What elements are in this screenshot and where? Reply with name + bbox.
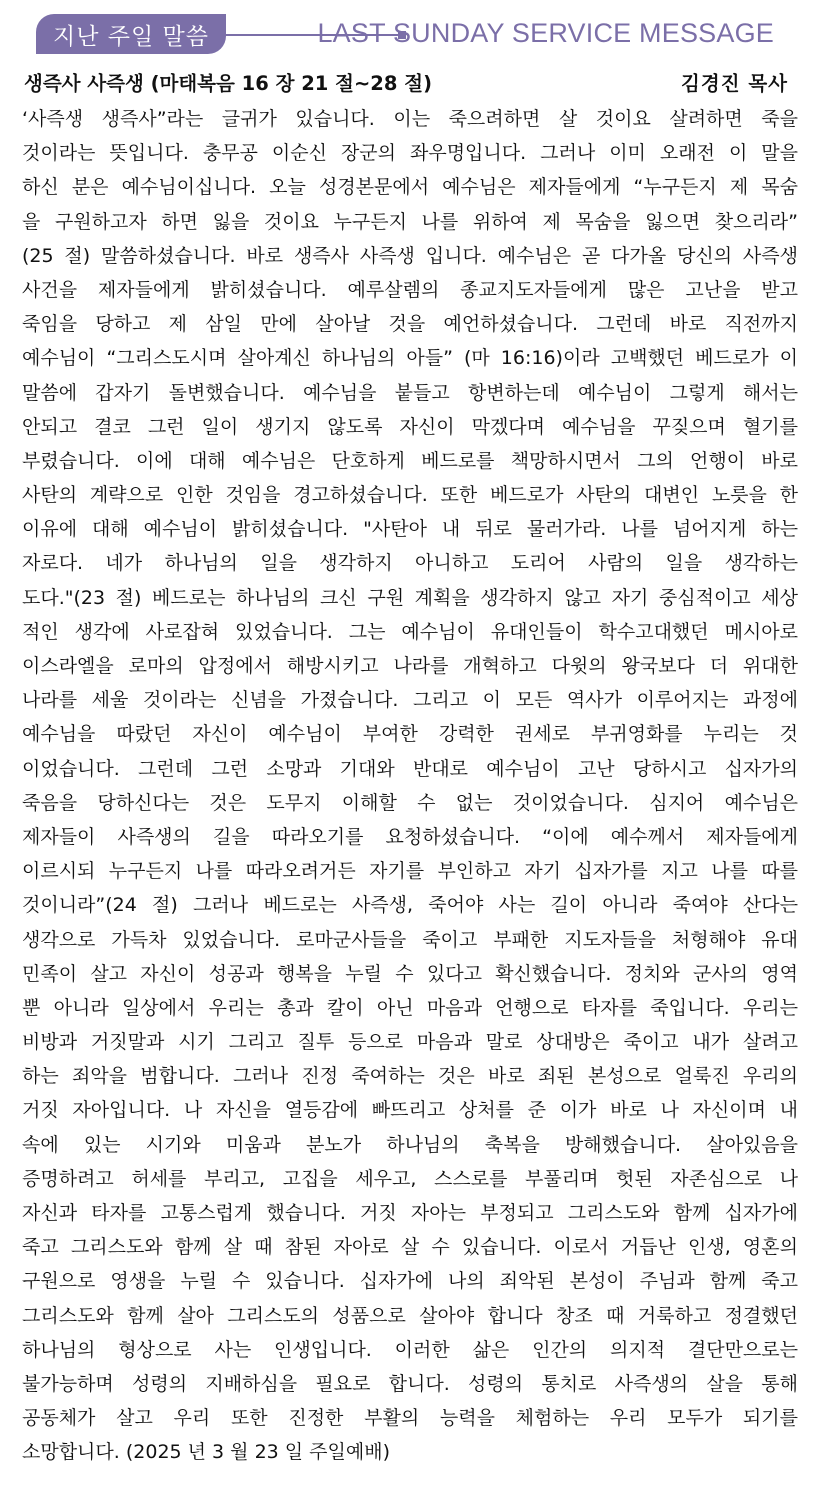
section-title: LAST SUNDAY SERVICE MESSAGE [317,18,774,48]
body-line: 이르시되 누구든지 나를 따라오려거든 자기를 부인하고 자기 십자가를 지고 나를 따를 [22,860,798,883]
body-line: 도다."(23 절) 베드로는 하나님의 크신 구원 계획을 생각하지 않고 자기 중심적이고 세상 [22,586,798,609]
body-line: 것이라는 뜻입니다. 충무공 이순신 장군의 좌우명입니다. 그러나 이미 오래전 이 말을 [22,142,798,165]
body-line: 민족이 살고 자신이 성공과 행복을 누릴 수 있다고 확신했습니다. 정치와 군사의 영역 [22,962,798,985]
body-line: 소망합니다. (2025 년 3 월 23 일 주일예배) [22,1441,391,1464]
body-line: 이스라엘을 로마의 압정에서 해방시키고 나라를 개혁하고 다윗의 왕국보다 더 위대한 [22,655,798,677]
body-line: 을 구원하고자 하면 잃을 것이요 누구든지 나를 위하여 제 목숨을 잃으면 찾으리라” [22,210,798,233]
body-line: 불가능하며 성령의 지배하심을 필요로 합니다. 성령의 통치로 사즉생의 살을 통해 [22,1372,798,1395]
section-header [18,0,798,58]
sermon-body [18,102,798,1470]
sermon-info [18,58,798,102]
body-line: 안되고 결코 그런 일이 생기지 않도록 자신이 막겠다며 예수님을 꾸짖으며 혈기를 [22,415,798,438]
sermon-title: 생즉사 사즉생 (마태복음 16 장 21 절~28 절) [24,72,432,95]
body-line: 죽고 그리스도와 함께 살 때 참된 자아로 살 수 있습니다. 이로서 거듭난 인생, 영혼의 [22,1236,798,1259]
body-line: 이유에 대해 예수님이 밝히셨습니다. "사탄아 내 뒤로 물러가라. 나를 넘어지게 하는 [22,518,798,541]
body-line: 죽임을 당하고 제 삼일 만에 살아날 것을 예언하셨습니다. 그런데 바로 직전까지 [22,313,798,336]
body-line: 하신 분은 예수님이십니다. 오늘 성경본문에서 예수님은 제자들에게 “누구든지 제 목숨 [22,176,798,199]
section-tag: 지난 주일 말씀 [36,14,226,54]
body-line: 적인 생각에 사로잡혀 있었습니다. 그는 예수님이 유대인들이 학수고대했던 메시아로 [22,620,798,643]
body-line: 거짓 자아입니다. 나 자신을 열등감에 빠뜨리고 상처를 준 이가 바로 나 자신이며 내 [22,1099,798,1122]
body-line: (25 절) 말씀하셨습니다. 바로 생즉사 사즉생 입니다. 예수님은 곧 다가올 당신의 사즉생 [22,244,798,267]
body-line: 나라를 세울 것이라는 신념을 가졌습니다. 그리고 이 모든 역사가 이루어지는 과정에 [22,689,798,712]
body-line: 예수님이 “그리스도시며 살아계신 하나님의 아들” (마 16:16)이라 고백했던 베드로가 이 [22,347,798,370]
body-line: 하는 죄악을 범합니다. 그러나 진정 죽여하는 것은 바로 죄된 본성으로 얼룩진 우리의 [22,1065,798,1088]
body-line: 말씀에 갑자기 돌변했습니다. 예수님을 붙들고 항변하는데 예수님이 그렇게 해서는 [22,381,798,404]
body-line: 구원으로 영생을 누릴 수 있습니다. 십자가에 나의 죄악된 본성이 주님과 함께 죽고 [22,1270,798,1293]
body-line: 것이니라”(24 절) 그러나 베드로는 사즉생, 죽어야 사는 길이 아니라 죽여야 산다는 [22,894,798,917]
body-line: 부렸습니다. 이에 대해 예수님은 단호하게 베드로를 책망하시면서 그의 언행이 바로 [22,449,798,472]
body-line: 사건을 제자들에게 밝히셨습니다. 예루살렘의 종교지도자들에게 많은 고난을 받고 [22,278,798,301]
body-line: 뿐 아니라 일상에서 우리는 총과 칼이 아닌 마음과 언행으로 타자를 죽입니다. 우리는 [22,996,798,1019]
body-line: 증명하려고 허세를 부리고, 고집을 세우고, 스스로를 부풀리며 헛된 자존심으로 나 [22,1167,798,1190]
body-line: 죽음을 당하신다는 것은 도무지 이해할 수 없는 것이었습니다. 심지어 예수님은 [22,791,798,814]
body-line: 이었습니다. 그런데 그런 소망과 기대와 반대로 예수님이 고난 당하시고 십자가의 [22,757,798,780]
body-line: 비방과 거짓말과 시기 그리고 질투 등으로 마음과 말로 상대방은 죽이고 내가 살려고 [22,1031,798,1054]
body-line: 공동체가 살고 우리 또한 진정한 부활의 능력을 체험하는 우리 모두가 되기를 [22,1407,798,1430]
body-line: 제자들이 사즉생의 길을 따라오기를 요청하셨습니다. “이에 예수께서 제자들에게 [22,825,798,848]
body-line: 생각으로 가득차 있었습니다. 로마군사들을 죽이고 부패한 지도자들을 처형해야 유대 [22,928,798,951]
body-line: 속에 있는 시기와 미움과 분노가 하나님의 축복을 방해했습니다. 살아있음을 [22,1133,798,1156]
body-line: ‘사즉생 생즉사”라는 글귀가 있습니다. 이는 죽으려하면 살 것이요 살려하면 죽을 [22,108,798,130]
body-line: 자로다. 네가 하나님의 일을 생각하지 아니하고 도리어 사람의 일을 생각하는 [22,552,798,575]
body-line: 사탄의 계략으로 인한 것임을 경고하셨습니다. 또한 베드로가 사탄의 대변인 노릇을 한 [22,484,798,507]
body-line: 그리스도와 함께 살아 그리스도의 성품으로 살아야 합니다 창조 때 거룩하고 정결했던 [22,1304,798,1327]
body-line: 자신과 타자를 고통스럽게 했습니다. 거짓 자아는 부정되고 그리스도와 함께 십자가에 [22,1202,798,1224]
body-line: 하나님의 형상으로 사는 인생입니다. 이러한 삶은 인간의 의지적 결단만으로는 [22,1338,798,1361]
preacher-name: 김경진 목사 [681,72,788,95]
body-line: 예수님을 따랐던 자신이 예수님이 부여한 강력한 권세로 부귀영화를 누리는 것 [22,723,798,746]
